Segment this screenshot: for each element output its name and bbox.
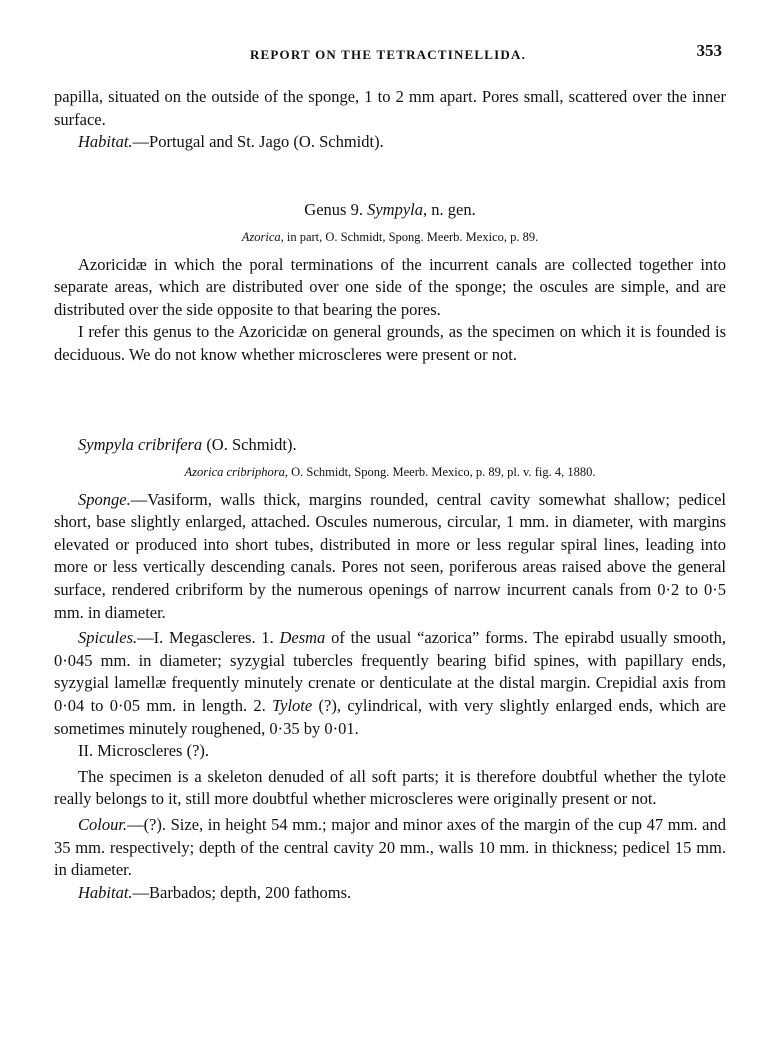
microscleres-line: II. Microscleres (?). bbox=[78, 741, 210, 761]
skeleton-paragraph: The specimen is a skeleton denuded of all soft parts; it is therefore doubtful whether the tylote really belongs to it, still more doubtful whether microscleres were originally present or not. bbox=[54, 766, 726, 809]
genus-note: I refer this genus to the Azoricidæ on general grounds, as the specimen on which it is founded is deciduous. We do not know whether microscleres were present or not. bbox=[54, 322, 726, 364]
running-title: REPORT ON THE TETRACTINELLIDA. bbox=[249, 47, 527, 62]
habitat-label: Habitat. bbox=[78, 132, 133, 152]
spicules-paragraph bbox=[54, 627, 726, 740]
species-reference bbox=[54, 463, 726, 481]
spicules-text-c: (?), cylindrical, with very slightly enlarged ends, which are sometimes minutely roughened, 0·35 by 0·01. bbox=[54, 695, 726, 738]
genus-ref-text: , in part, O. Schmidt, Spong. Meerb. Mexico, p. 89. bbox=[280, 229, 539, 244]
species-section bbox=[54, 434, 726, 904]
colour-paragraph bbox=[54, 814, 726, 882]
habitat-line bbox=[54, 131, 726, 154]
colour-label: Colour. bbox=[78, 814, 128, 834]
genus-reference bbox=[54, 228, 726, 246]
sponge-label: Sponge. bbox=[78, 489, 131, 509]
species-ref-name: Azorica cribriphora bbox=[184, 464, 285, 479]
continued-paragraph: papilla, situated on the outside of the sponge, 1 to 2 mm apart. Pores small, scattered over the inner surface. bbox=[54, 87, 726, 129]
species-ref-text: , O. Schmidt, Spong. Meerb. Mexico, p. 89, pl. v. fig. 4, 1880. bbox=[284, 464, 596, 479]
continued-description bbox=[54, 86, 726, 154]
species-heading bbox=[54, 434, 726, 457]
genus-definition: Azoricidæ in which the poral terminations of the incurrent canals are collected together into separate areas, which are distributed over one side of the sponge; the oscules are simple, and are distributed over the side opposite to that bearing the pores. bbox=[54, 254, 726, 319]
species-habitat-line bbox=[54, 882, 726, 905]
genus-heading bbox=[54, 199, 726, 222]
genus-heading-name: Sympyla bbox=[367, 200, 423, 219]
page-number: 353 bbox=[696, 41, 722, 60]
desma-term: Desma bbox=[279, 628, 326, 648]
sponge-text: —Vasiform, walls thick, margins rounded, central cavity somewhat shallow; pedicel short, base slightly enlarged, attached. Oscules numerous, circular, 1 mm. in diameter, with margins elevated or produced into short tubes, distributed in more or less regular spiral lines, leading into more or less vertically descending canals. Pores not seen, poriferous areas raised above the general surface, rendered cribriform by the numerous openings of narrow incurrent canals from 0·2 to 0·5 mm. in diameter. bbox=[54, 489, 726, 622]
species-habitat-label: Habitat. bbox=[78, 882, 133, 902]
spicules-text-a: —I. Megascleres. 1. bbox=[137, 628, 280, 648]
spicules-label: Spicules. bbox=[78, 628, 138, 648]
genus-heading-suffix: , n. gen. bbox=[423, 200, 476, 219]
spicules-text-b: of the usual “azorica” forms. The epirabd usually smooth, 0·045 mm. in diameter; syzygial tubercles frequently bearing bifid spines, with papillary ends, syzygial lamellæ frequently minutely crenate or denticulate at the distal margin. Crepidial axis from 0·04 to 0·05 mm. in length. 2. bbox=[54, 628, 726, 715]
page-header bbox=[54, 40, 722, 64]
genus-section bbox=[54, 199, 726, 367]
tylote-term: Tylote bbox=[272, 695, 313, 715]
species-author: (O. Schmidt). bbox=[202, 435, 297, 454]
species-name: Sympyla cribrifera bbox=[78, 435, 203, 454]
species-habitat-text: —Barbados; depth, 200 fathoms. bbox=[132, 882, 352, 902]
habitat-text: —Portugal and St. Jago (O. Schmidt). bbox=[132, 132, 384, 152]
genus-ref-name: Azorica bbox=[241, 229, 281, 244]
colour-text: —(?). Size, in height 54 mm.; major and minor axes of the margin of the cup 47 mm. and 35 mm. respectively; depth of the central cavity 20 mm., walls 10 mm. in thickness; pedicel 15 mm. in diameter. bbox=[54, 814, 726, 880]
genus-heading-prefix: Genus 9. bbox=[304, 200, 368, 219]
sponge-paragraph bbox=[54, 489, 726, 625]
